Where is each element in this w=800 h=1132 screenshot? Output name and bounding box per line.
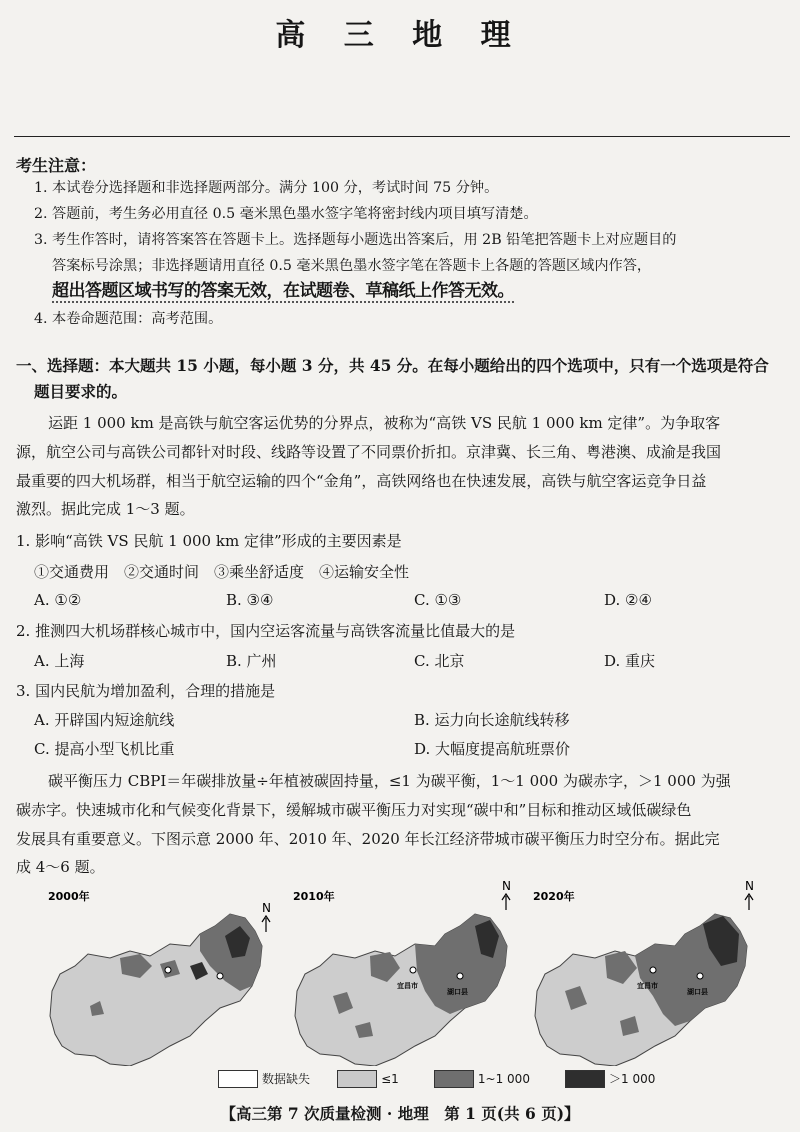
q2-stem: 2. 推测四大机场群核心城市中，国内空运客流量与高铁客流量比值最大的是: [16, 622, 516, 640]
q1-option-b: B. ③④: [226, 591, 274, 609]
section-heading-line-1: 一、选择题：本大题共 15 小题，每小题 3 分，共 45 分。在每小题给出的四个选项中，只有一个选项是符合: [16, 356, 769, 375]
q2-option-c: C. 北京: [414, 652, 465, 670]
map-2000-label: 2000年: [48, 890, 90, 903]
q3-option-c: C. 提高小型飞机比重: [34, 740, 175, 758]
map-2020: [533, 879, 754, 1066]
q2-option-b: B. 广州: [226, 652, 277, 670]
map-2010-city-label-1: 宜昌市: [397, 982, 418, 990]
map-2020-label: 2020年: [533, 890, 575, 903]
q1-option-a: A. ①②: [34, 591, 82, 609]
map-2000: [48, 889, 271, 1066]
passage2-line-1: 碳平衡压力 CBPI＝年碳排放量÷年植被碳固持量，≤1 为碳平衡，1～1 000 为碳赤字，＞1 000 为强: [48, 772, 731, 790]
map-legend: [218, 1068, 655, 1088]
q1-option-c: C. ①③: [414, 591, 462, 609]
notice-line-5: 超出答题区域书写的答案无效，在试题卷、草稿纸上作答无效。: [52, 276, 514, 303]
q3-option-b: B. 运力向长途航线转移: [414, 711, 570, 729]
q1-items: ①交通费用 ②交通时间 ③乘坐舒适度 ④运输安全性: [34, 563, 410, 581]
q1-stem: 1. 影响“高铁 VS 民航 1 000 km 定律”形成的主要因素是: [16, 532, 402, 550]
legend-item-strong-deficit: [565, 1068, 655, 1087]
map-2000-north-arrow: [262, 916, 270, 932]
notice-line-1: 1. 本试卷分选择题和非选择题两部分。满分 100 分，考试时间 75 分钟。: [34, 180, 499, 196]
header-rule: [14, 136, 790, 137]
map-2010-north-arrow: [502, 894, 510, 910]
legend-swatch-missing: [218, 1070, 258, 1088]
passage1-line-4: 激烈。据此完成 1～3 题。: [16, 500, 195, 518]
map-2010-city-label-2: 湖口县: [447, 988, 468, 996]
q3-option-d: D. 大幅度提高航班票价: [414, 740, 571, 758]
map-2010: [293, 879, 511, 1066]
notice-line-6: 4. 本卷命题范围：高考范围。: [34, 311, 223, 327]
q3-option-a: A. 开辟国内短途航线: [34, 711, 175, 729]
notice-line-2: 2. 答题前，考生务必用直径 0.5 毫米黑色墨水签字笔将密封线内项目填写清楚。: [34, 206, 538, 222]
notice-line-3: 3. 考生作答时，请将答案答在答题卡上。选择题每小题选出答案后，用 2B 铅笔把答题卡上对应题目的: [34, 232, 677, 248]
q2-option-d: D. 重庆: [604, 652, 656, 670]
section-heading-line-2: 题目要求的。: [34, 382, 128, 401]
carbon-balance-maps-figure: [40, 876, 780, 1066]
notice-line-4: 答案标号涂黑；非选择题请用直径 0.5 毫米黑色墨水签字笔在答题卡上各题的答题区域内作答，: [52, 258, 652, 274]
passage1-line-3: 最重要的四大机场群，相当于航空运输的四个“金角”，高铁网络也在快速发展，高铁与航空客运竞争日益: [16, 472, 707, 490]
legend-label-strong-deficit: ＞1 000: [609, 1072, 656, 1086]
legend-swatch-deficit: [434, 1070, 474, 1088]
q2-option-a: A. 上海: [34, 652, 85, 670]
legend-swatch-balance: [337, 1070, 377, 1088]
legend-item-missing: [218, 1068, 315, 1087]
map-2020-north-arrow: [745, 894, 753, 910]
passage2-line-2: 碳赤字。快速城市化和气候变化背景下，缓解城市碳平衡压力对实现“碳中和”目标和推动区域低碳绿色: [16, 801, 692, 819]
legend-item-balance: [337, 1068, 404, 1087]
map-2000-north-label: N: [262, 901, 271, 915]
map-2020-city-label-2: 湖口县: [687, 988, 708, 996]
passage2-line-4: 成 4～6 题。: [16, 858, 105, 876]
map-2010-label: 2010年: [293, 890, 335, 903]
map-2020-city-label-1: 宜昌市: [637, 982, 658, 990]
passage1-line-2: 源，航空公司与高铁公司都针对时段、线路等设置了不同票价折扣。京津冀、长三角、粤港澳、成渝是我国: [16, 443, 722, 461]
map-2020-north-label: N: [745, 879, 754, 893]
notice-heading: 考生注意：: [16, 156, 97, 175]
q1-option-d: D. ②④: [604, 591, 652, 609]
legend-label-missing: 数据缺失: [262, 1072, 311, 1086]
map-2010-north-label: N: [502, 879, 511, 893]
legend-label-deficit: 1~1 000: [477, 1071, 530, 1086]
passage2-line-3: 发展具有重要意义。下图示意 2000 年、2010 年、2020 年长江经济带城市碳平衡压力时空分布。据此完: [16, 830, 720, 848]
passage1-line-1: 运距 1 000 km 是高铁与航空客运优势的分界点，被称为“高铁 VS 民航 1 000 km 定律”。为争取客: [48, 414, 721, 432]
q3-stem: 3. 国内民航为增加盈利，合理的措施是: [16, 682, 276, 700]
legend-item-deficit: [434, 1068, 535, 1087]
legend-label-balance: ≤1: [381, 1071, 399, 1086]
legend-swatch-strong-deficit: [565, 1070, 605, 1088]
page-title: 高 三 地 理: [275, 18, 525, 53]
page-footer: 【高三第 7 次质量检测 · 地理 第 1 页(共 6 页)】: [220, 1104, 580, 1123]
